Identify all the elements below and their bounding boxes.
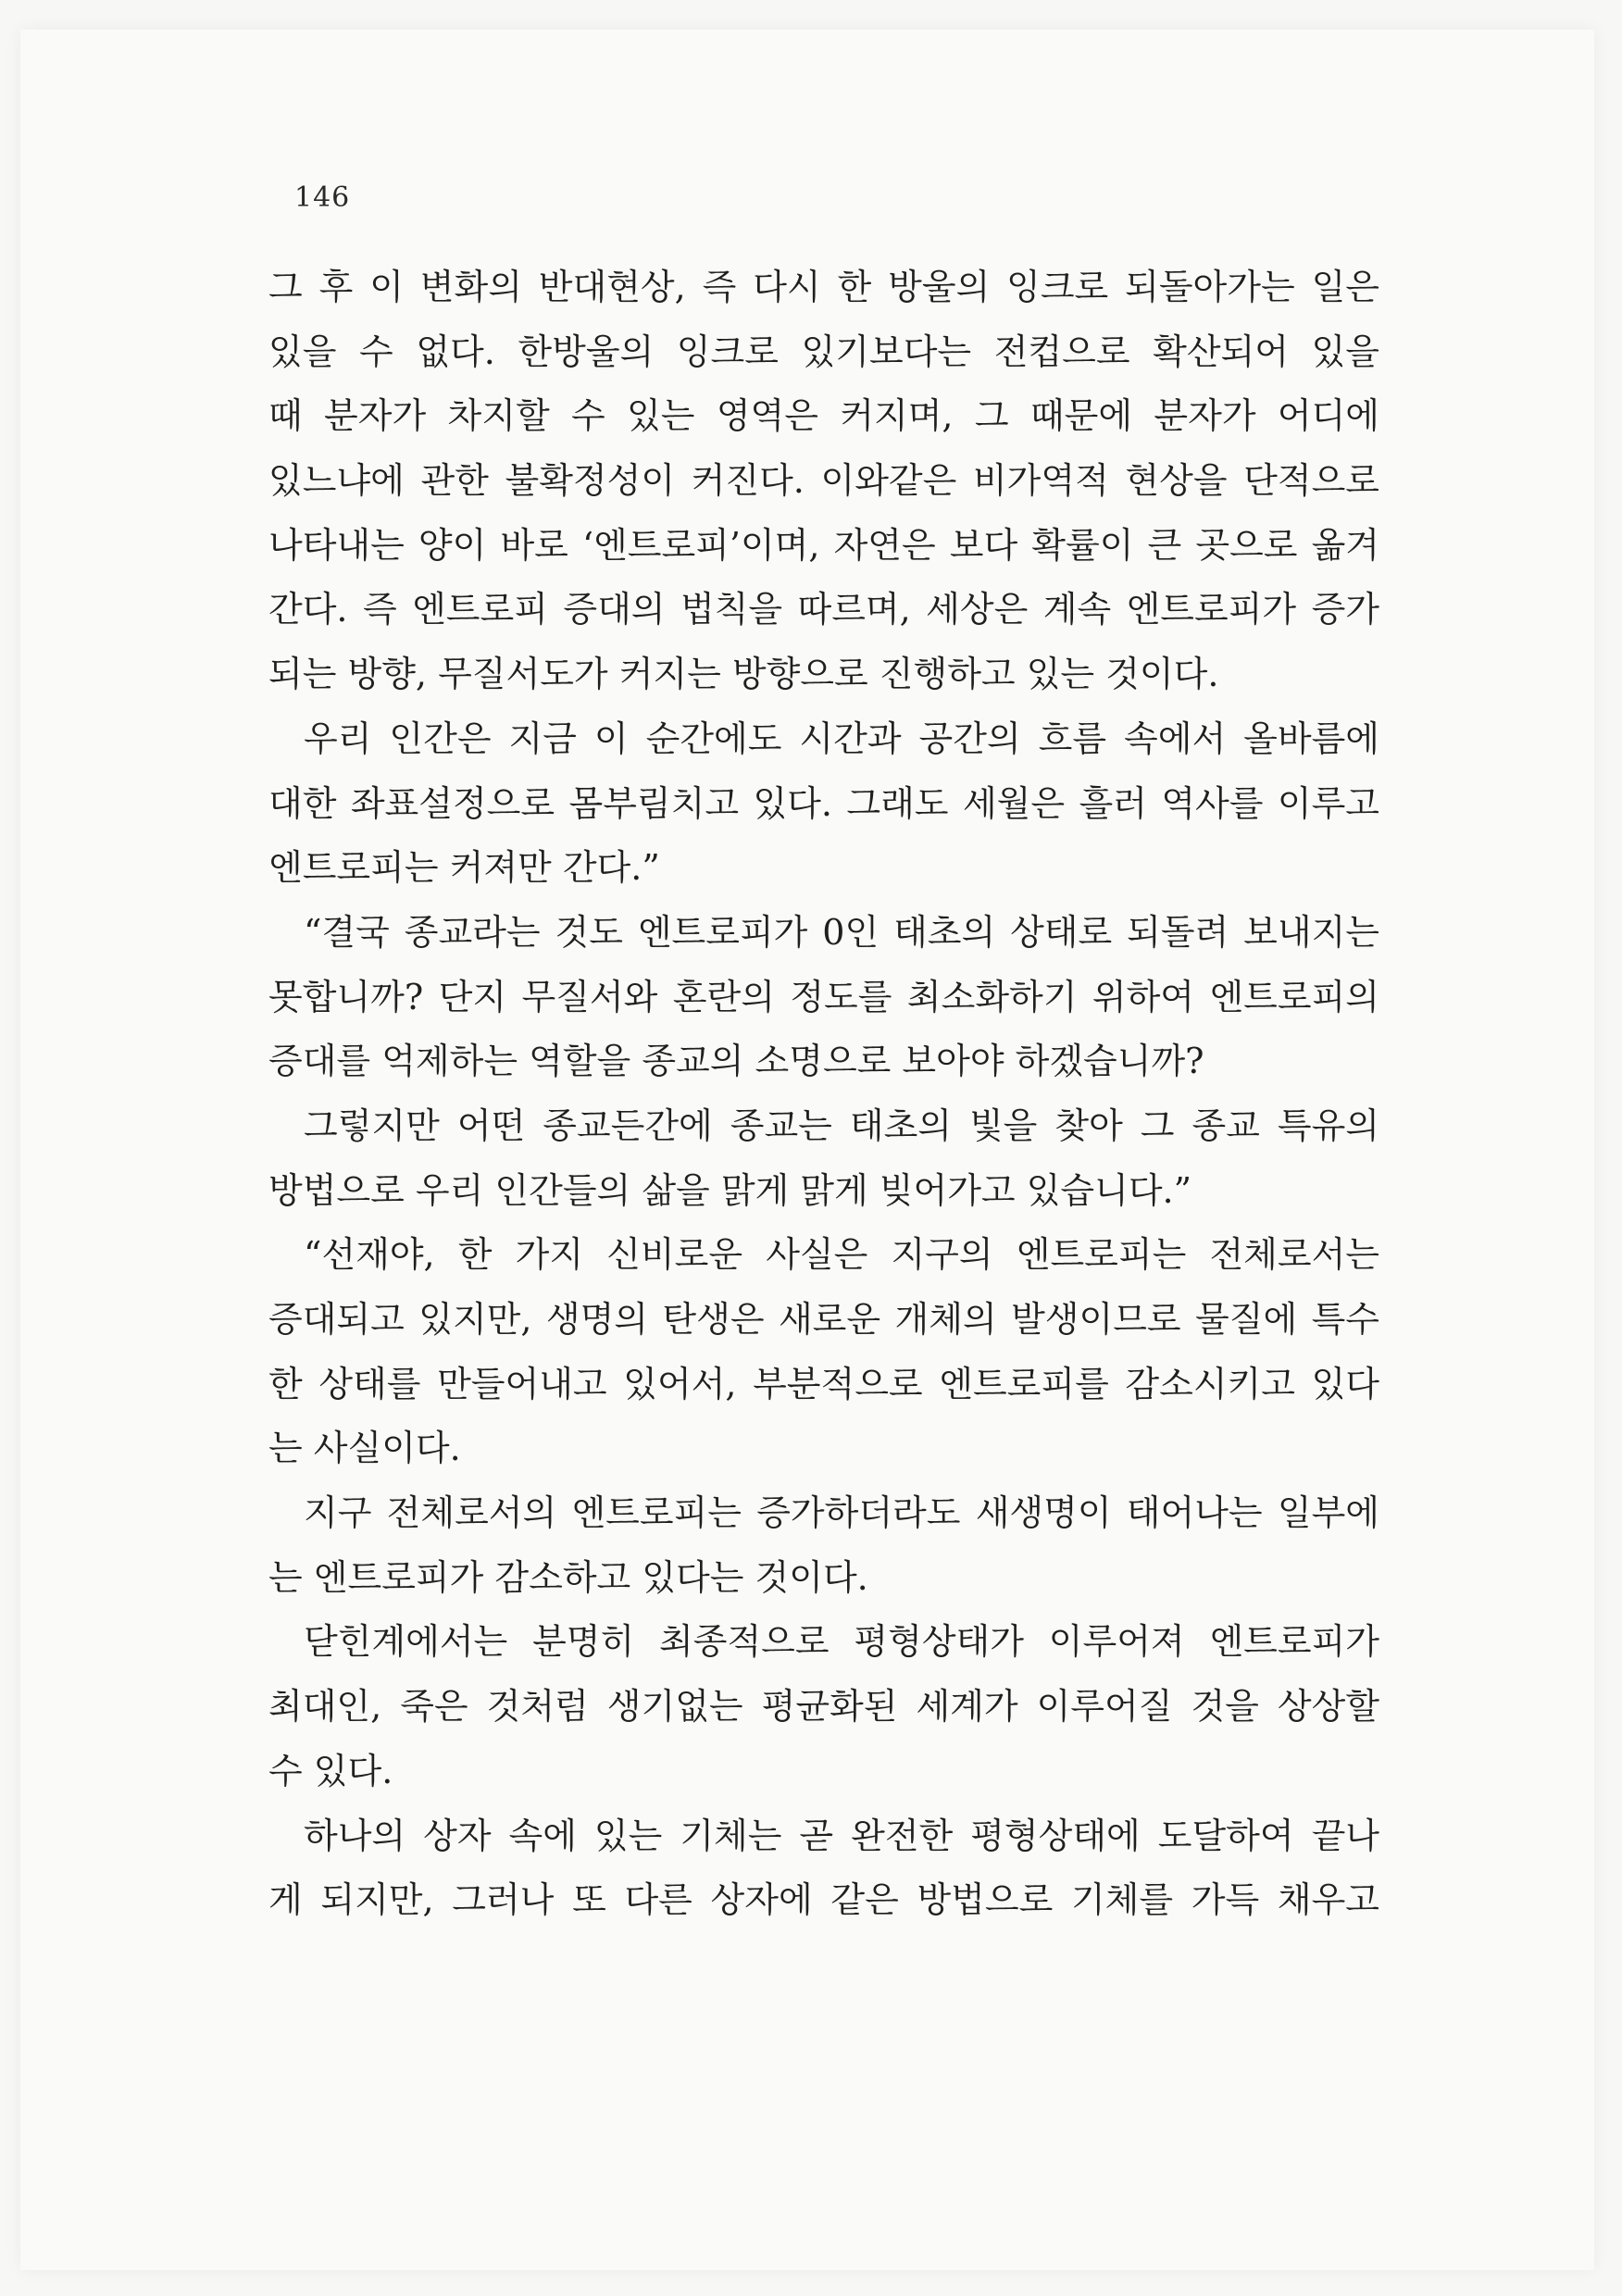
text-line: 게 되지만, 그러나 또 다른 상자에 같은 방법으로 기체를 가득 채우고 <box>268 1879 1379 1921</box>
text-line: 되는 방향, 무질서도가 커지는 방향으로 진행하고 있는 것이다. <box>268 654 1219 695</box>
text-line: 때 분자가 차지할 수 있는 영역은 커지며, 그 때문에 분자가 어디에 <box>268 395 1379 437</box>
text-line: 있을 수 없다. 한방울의 잉크로 있기보다는 전컵으로 확산되어 있을 <box>268 331 1379 372</box>
text-line: 엔트로피는 커져만 간다.” <box>268 847 660 889</box>
paragraph <box>268 1610 1379 1803</box>
text-line: “결국 종교라는 것도 엔트로피가 0인 태초의 상태로 되돌려 보내지는 <box>304 911 1379 953</box>
text-line: 방법으로 우리 인간들의 삶을 맑게 맑게 빚어가고 있습니다.” <box>268 1169 1192 1211</box>
text-line: 는 엔트로피가 감소하고 있다는 것이다. <box>268 1556 868 1598</box>
body-text <box>268 256 1379 1933</box>
text-line: 대한 좌표설정으로 몸부림치고 있다. 그래도 세월은 흘러 역사를 이루고 <box>268 782 1379 824</box>
paragraph <box>268 901 1379 1094</box>
text-line: 우리 인간은 지금 이 순간에도 시간과 공간의 흐름 속에서 올바름에 <box>304 718 1379 759</box>
text-line: “선재야, 한 가지 신비로운 사실은 지구의 엔트로피는 전체로서는 <box>304 1234 1379 1276</box>
page-number: 146 <box>294 181 351 214</box>
text-line: 증대를 억제하는 역할을 종교의 소명으로 보아야 하겠습니까? <box>268 1041 1204 1082</box>
text-line: 그렇지만 어떤 종교든간에 종교는 태초의 빛을 찾아 그 종교 특유의 <box>304 1104 1379 1146</box>
text-line: 증대되고 있지만, 생명의 탄생은 새로운 개체의 발생이므로 물질에 특수 <box>268 1299 1379 1340</box>
text-line: 수 있다. <box>268 1750 393 1791</box>
paragraph <box>268 256 1379 707</box>
paragraph <box>268 1223 1379 1481</box>
text-line: 하나의 상자 속에 있는 기체는 곧 완전한 평형상태에 도달하여 끝나 <box>304 1815 1379 1856</box>
text-line: 최대인, 죽은 것처럼 생기없는 평균화된 세계가 이루어질 것을 상상할 <box>268 1686 1379 1728</box>
paragraph <box>268 1094 1379 1223</box>
text-line: 그 후 이 변화의 반대현상, 즉 다시 한 방울의 잉크로 되돌아가는 일은 <box>268 267 1379 307</box>
text-line: 못합니까? 단지 무질서와 혼란의 정도를 최소화하기 위하여 엔트로피의 <box>268 976 1379 1017</box>
paragraph <box>268 1804 1379 1933</box>
paragraph <box>268 707 1379 901</box>
text-line: 있느냐에 관한 불확정성이 커진다. 이와같은 비가역적 현상을 단적으로 <box>268 460 1379 502</box>
paragraph <box>268 1481 1379 1610</box>
text-line: 한 상태를 만들어내고 있어서, 부분적으로 엔트로피를 감소시키고 있다 <box>268 1363 1379 1404</box>
text-line: 는 사실이다. <box>268 1428 461 1469</box>
text-line: 간다. 즉 엔트로피 증대의 법칙을 따르며, 세상은 계속 엔트로피가 증가 <box>268 589 1379 630</box>
text-line: 닫힌계에서는 분명히 최종적으로 평형상태가 이루어져 엔트로피가 <box>304 1621 1379 1663</box>
text-line: 나타내는 양이 바로 ‘엔트로피’이며, 자연은 보다 확률이 큰 곳으로 옮겨 <box>268 524 1379 566</box>
text-line: 지구 전체로서의 엔트로피는 증가하더라도 새생명이 태어나는 일부에 <box>304 1492 1379 1534</box>
